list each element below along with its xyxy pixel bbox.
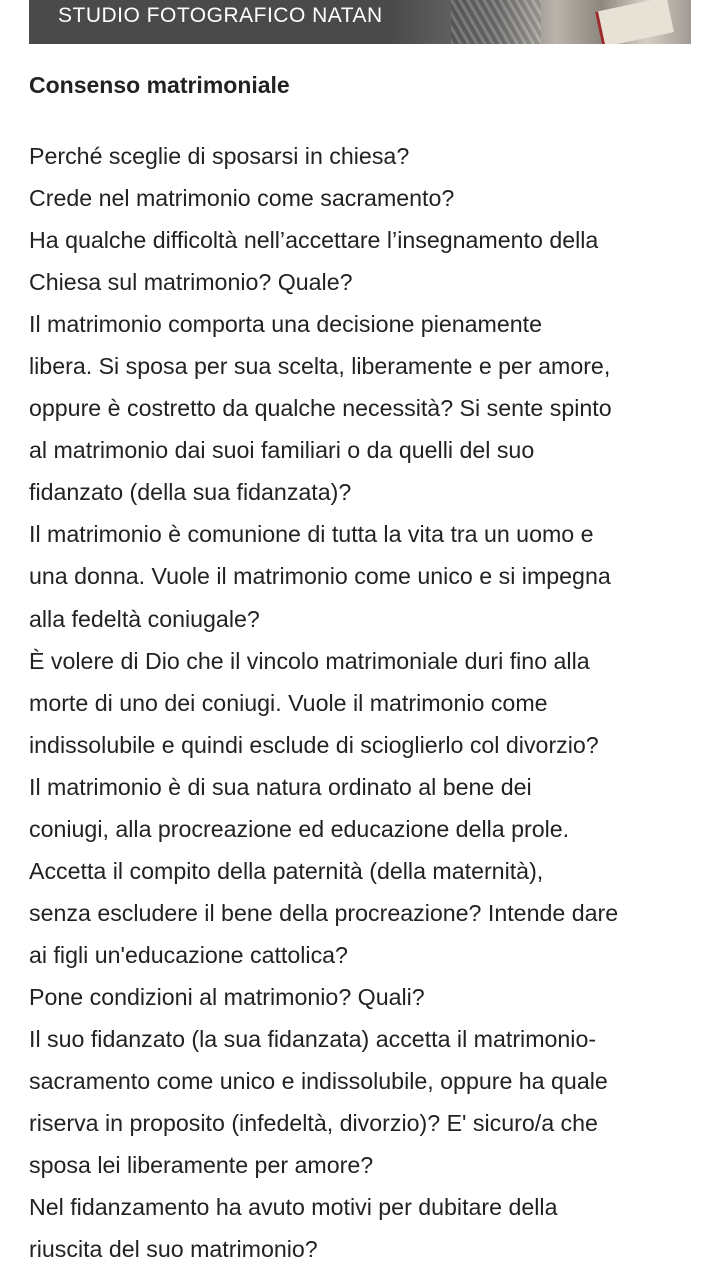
banner-title: STUDIO FOTOGRAFICO NATAN	[58, 4, 383, 27]
header-banner	[29, 0, 691, 44]
text-line: Chiesa sul matrimonio? Quale?	[29, 269, 353, 296]
text-line: riserva in proposito (infedeltà, divorzio)? E' sicuro/a che	[29, 1110, 598, 1137]
text-line: Accetta il compito della paternità (della maternità),	[29, 857, 544, 884]
text-line: riuscita del suo matrimonio?	[29, 1236, 318, 1263]
text-line: Ha qualche difficoltà nell’accettare l’insegnamento della	[29, 227, 599, 254]
text-line: Nel fidanzamento ha avuto motivi per dubitare della	[29, 1194, 558, 1221]
text-line: oppure è costretto da qualche necessità? Si sente spinto	[29, 395, 612, 422]
text-line: Il matrimonio è di sua natura ordinato al bene dei	[29, 773, 532, 800]
text-line: morte di uno dei coniugi. Vuole il matrimonio come	[29, 689, 548, 716]
text-line: Il matrimonio comporta una decisione pienamente	[29, 311, 542, 338]
text-line: Il suo fidanzato (la sua fidanzata) accetta il matrimonio-	[29, 1025, 597, 1052]
text-line: indissolubile e quindi esclude di scioglierlo col divorzio?	[29, 731, 599, 758]
text-line: libera. Si sposa per sua scelta, liberamente e per amore,	[29, 353, 611, 380]
text-line: una donna. Vuole il matrimonio come unico e si impegna	[29, 563, 611, 590]
body-text	[29, 135, 699, 1270]
text-line: Pone condizioni al matrimonio? Quali?	[29, 983, 425, 1010]
text-line: Crede nel matrimonio come sacramento?	[29, 185, 455, 212]
text-line: coniugi, alla procreazione ed educazione della prole.	[29, 815, 570, 842]
text-line: Il matrimonio è comunione di tutta la vita tra un uomo e	[29, 521, 594, 548]
section-heading: Consenso matrimoniale	[29, 72, 290, 98]
text-line: sposa lei liberamente per amore?	[29, 1152, 374, 1179]
text-line: ai figli un'educazione cattolica?	[29, 941, 348, 968]
text-line: al matrimonio dai suoi familiari o da quelli del suo	[29, 437, 535, 464]
text-line: È volere di Dio che il vincolo matrimoniale duri fino alla	[29, 647, 590, 674]
text-line: alla fedeltà coniugale?	[29, 605, 260, 632]
text-line: senza escludere il bene della procreazione? Intende dare	[29, 899, 619, 926]
banner-photo-sketch	[451, 0, 541, 44]
text-line: fidanzato (della sua fidanzata)?	[29, 479, 352, 506]
text-line: sacramento come unico e indissolubile, oppure ha quale	[29, 1068, 608, 1095]
text-line: Perché sceglie di sposarsi in chiesa?	[29, 143, 410, 169]
